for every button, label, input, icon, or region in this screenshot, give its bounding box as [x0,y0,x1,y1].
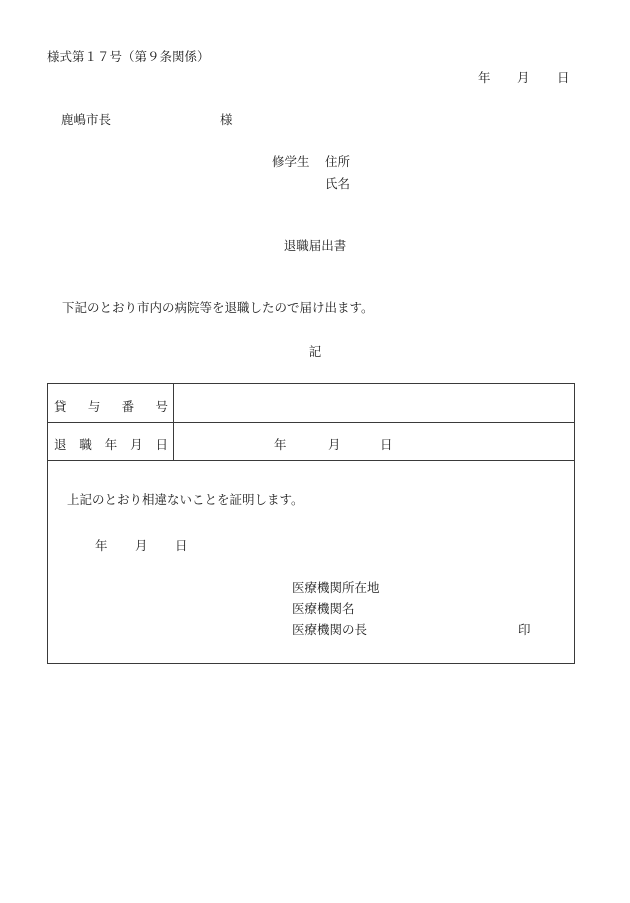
date-year: 年 [95,538,108,553]
label-char: 年 [104,437,118,452]
label-char: 与 [87,399,101,414]
addressee-honorific: 様 [220,112,233,127]
document-title: 退職届出書 [283,238,347,253]
addressee-name: 鹿嶋市長 [61,112,112,127]
certification-text: 上記のとおり相違ないことを証明します。 [67,492,304,507]
name-label: 氏名 [325,176,351,191]
institution-name-label: 医療機関名 [292,601,355,616]
column-divider [173,384,174,460]
date-year: 年 [274,437,287,452]
label-char: 月 [130,437,143,452]
label-char: 退 [54,437,67,452]
institution-address-label: 医療機関所在地 [292,580,380,595]
seal-mark: 印 [518,622,531,637]
address-label: 住所 [325,154,351,169]
ki-heading: 記 [308,344,322,359]
date-day: 日 [557,70,570,85]
label-char: 貸 [54,399,67,414]
date-year: 年 [478,70,491,85]
date-month: 月 [328,437,341,452]
institution-head-label: 医療機関の長 [292,622,368,637]
label-char: 号 [155,399,168,414]
loan-number-label [54,397,168,415]
student-label: 修学生 [272,154,310,169]
date-day: 日 [175,538,188,553]
row-divider [48,422,574,423]
form-table [47,383,575,664]
retirement-date-label [54,435,168,453]
row-divider [48,460,574,461]
label-char: 職 [79,437,92,452]
form-number: 様式第１７号（第９条関係） [47,49,210,64]
date-month: 月 [135,538,148,553]
body-text: 下記のとおり市内の病院等を退職したので届け出ます。 [62,300,374,315]
label-char: 番 [121,399,135,414]
label-char: 日 [155,437,168,452]
date-month: 月 [517,70,530,85]
date-day: 日 [380,437,393,452]
